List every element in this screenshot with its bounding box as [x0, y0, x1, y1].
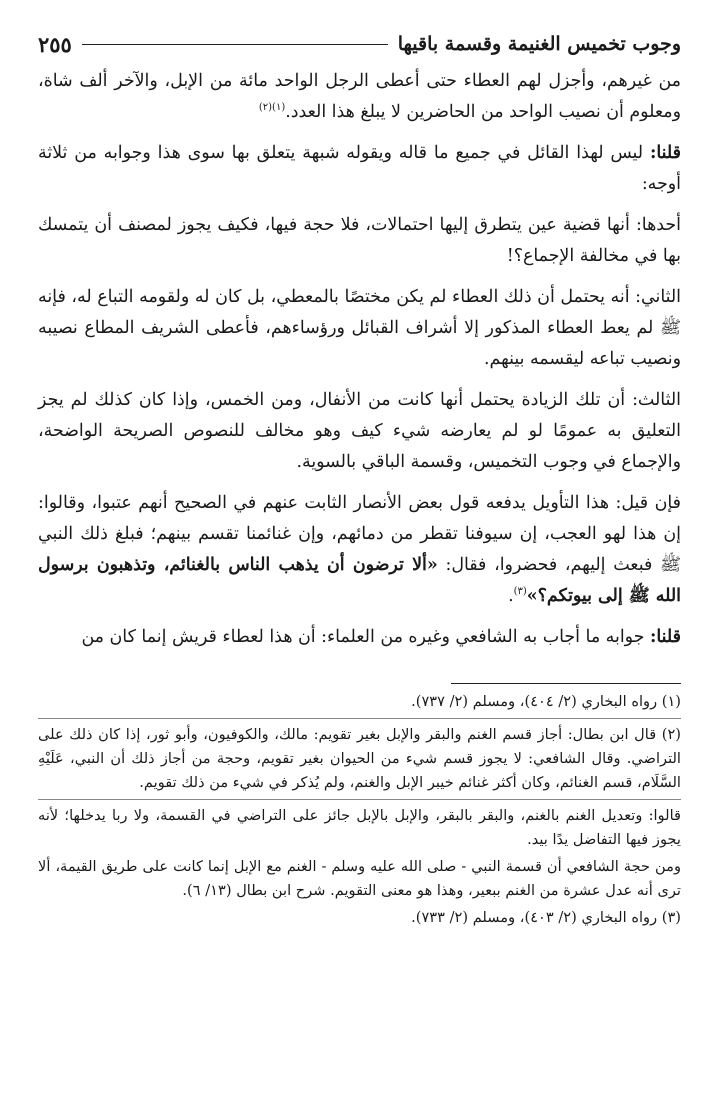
main-text [38, 66, 681, 653]
page-header [38, 28, 681, 60]
paragraph-6-end: . [508, 586, 514, 606]
book-page [38, 28, 681, 1096]
qulna-label-2: قلنا: [649, 627, 681, 647]
paragraph-5: الثالث: أن تلك الزيادة يحتمل أنها كانت من الأنفال، ومن الخمس، وإذا كان كذلك لم يجز التعليق به عمومًا لو لم يعارضه شيء كيف وهو مخالف للنصوص الصريحة الواضحة، والإجماع في وجوب التخميس، وقسمة الباقي بالسوية. [38, 390, 681, 472]
paragraph-7-text: جوابه ما أجاب به الشافعي وغيره من العلماء: أن هذا لعطاء قريش إنما كان من [81, 627, 645, 647]
paragraph-3: أحدها: أنها قضية عين يتطرق إليها احتمالات، فلا حجة فيها، فكيف يجوز لمصنف أن يتمسك بها في مخالفة الإجماع؟! [38, 215, 681, 266]
footnote-ref-2: (٢) [258, 102, 273, 114]
footnote-3: (٣) رواه البخاري (٢/ ٤٠٣)، ومسلم (٢/ ٧٣٣). [411, 909, 681, 926]
paragraph-2-text: ليس لهذا القائل في جميع ما قاله ويقوله شبهة يتعلق بها سوى هذا وجوابه من ثلاثة أوجه: [38, 143, 681, 194]
footnote-separator [38, 799, 681, 800]
page-number: ٢٥٥ [38, 31, 72, 57]
hadith-quote: «ألا ترضون أن يذهب الناس بالغنائم، وتذهبون برسول الله ﷺ إلى بيوتكم؟» [38, 555, 681, 606]
footnote-separator [38, 718, 681, 719]
running-title: وجوب تخميس الغنيمة وقسمة باقيها [397, 33, 681, 55]
footnote-ref-1: (١) [272, 102, 286, 114]
footnote-2-part-1: (٢) قال ابن بطال: أجاز قسم الغنم والبقر والإبل بغير تقويم: مالك، والكوفيون، وأبو ثور، إذا كان ذلك على التراضي. وقال الشافعي: لا يجوز قسم شيء من الحيوان بغير تقويم، وحجة من أجاز ذلك أن النبي، عَلَيْهِ السَّلَام، قسم الغنائم، وكان أكثر غنائم خيبر الإبل والغنم، ولم يُذكر في شيء من ذلك تقويم. [38, 726, 681, 791]
paragraph-6-text: فإن قيل: هذا التأويل يدفعه قول بعض الأنصار الثابت عنهم في الصحيح أنهم عتبوا، وقالوا: إن هذا لهو العجب، إن سيوفنا تقطر من دمائهم، وإن غنائمنا تقسم بينهم؛ فبلغ ذلك النبي ﷺ فبعث إليهم، فحضروا، فقال: [38, 493, 681, 575]
footnote-rule [451, 683, 681, 684]
qulna-label: قلنا: [649, 143, 681, 163]
paragraph-7 [38, 622, 681, 653]
footnote-ref-3: (٣) [513, 586, 527, 598]
header-rule [82, 44, 388, 45]
paragraph-2 [38, 138, 681, 200]
footnote-2-part-3: ومن حجة الشافعي أن قسمة النبي - صلى الله عليه وسلم - الغنم مع الإبل إنما كانت على طريق القيمة، ألا ترى أنه عدل عشرة من الغنم ببعير، وهذا هو معنى التقويم. شرح ابن بطال (١٣/ ٦). [38, 858, 681, 899]
paragraph-1 [38, 66, 681, 128]
paragraph-6 [38, 488, 681, 612]
footnote-1: (١) رواه البخاري (٢/ ٤٠٤)، ومسلم (٢/ ٧٣٧). [411, 693, 681, 710]
footnote-2-part-2: قالوا: وتعديل الغنم بالغنم، والبقر بالبقر، والإبل بالإبل جائز على التراضي في القسمة، ولا ربا يدخلها؛ لأنه يجوز فيها التفاضل يدًا بيد. [38, 807, 681, 848]
footnotes [38, 690, 681, 930]
paragraph-4: الثاني: أنه يحتمل أن ذلك العطاء لم يكن مختصًا بالمعطي، بل كان له ولقومه التباع له، فإنه ﷺ لم يعط العطاء المذكور إلا أشراف القبائل ورؤساءهم، فأعطى الشريف المطاع نصيبه ونصيب تباعه ليقسمه بينهم. [38, 287, 681, 369]
paragraph-1-text: من غيرهم، وأجزل لهم العطاء حتى أعطى الرجل الواحد مائة من الإبل، والآخر ألف شاة، ومعلوم أن نصيب الواحد من الحاضرين لا يبلغ هذا العدد. [38, 71, 681, 122]
